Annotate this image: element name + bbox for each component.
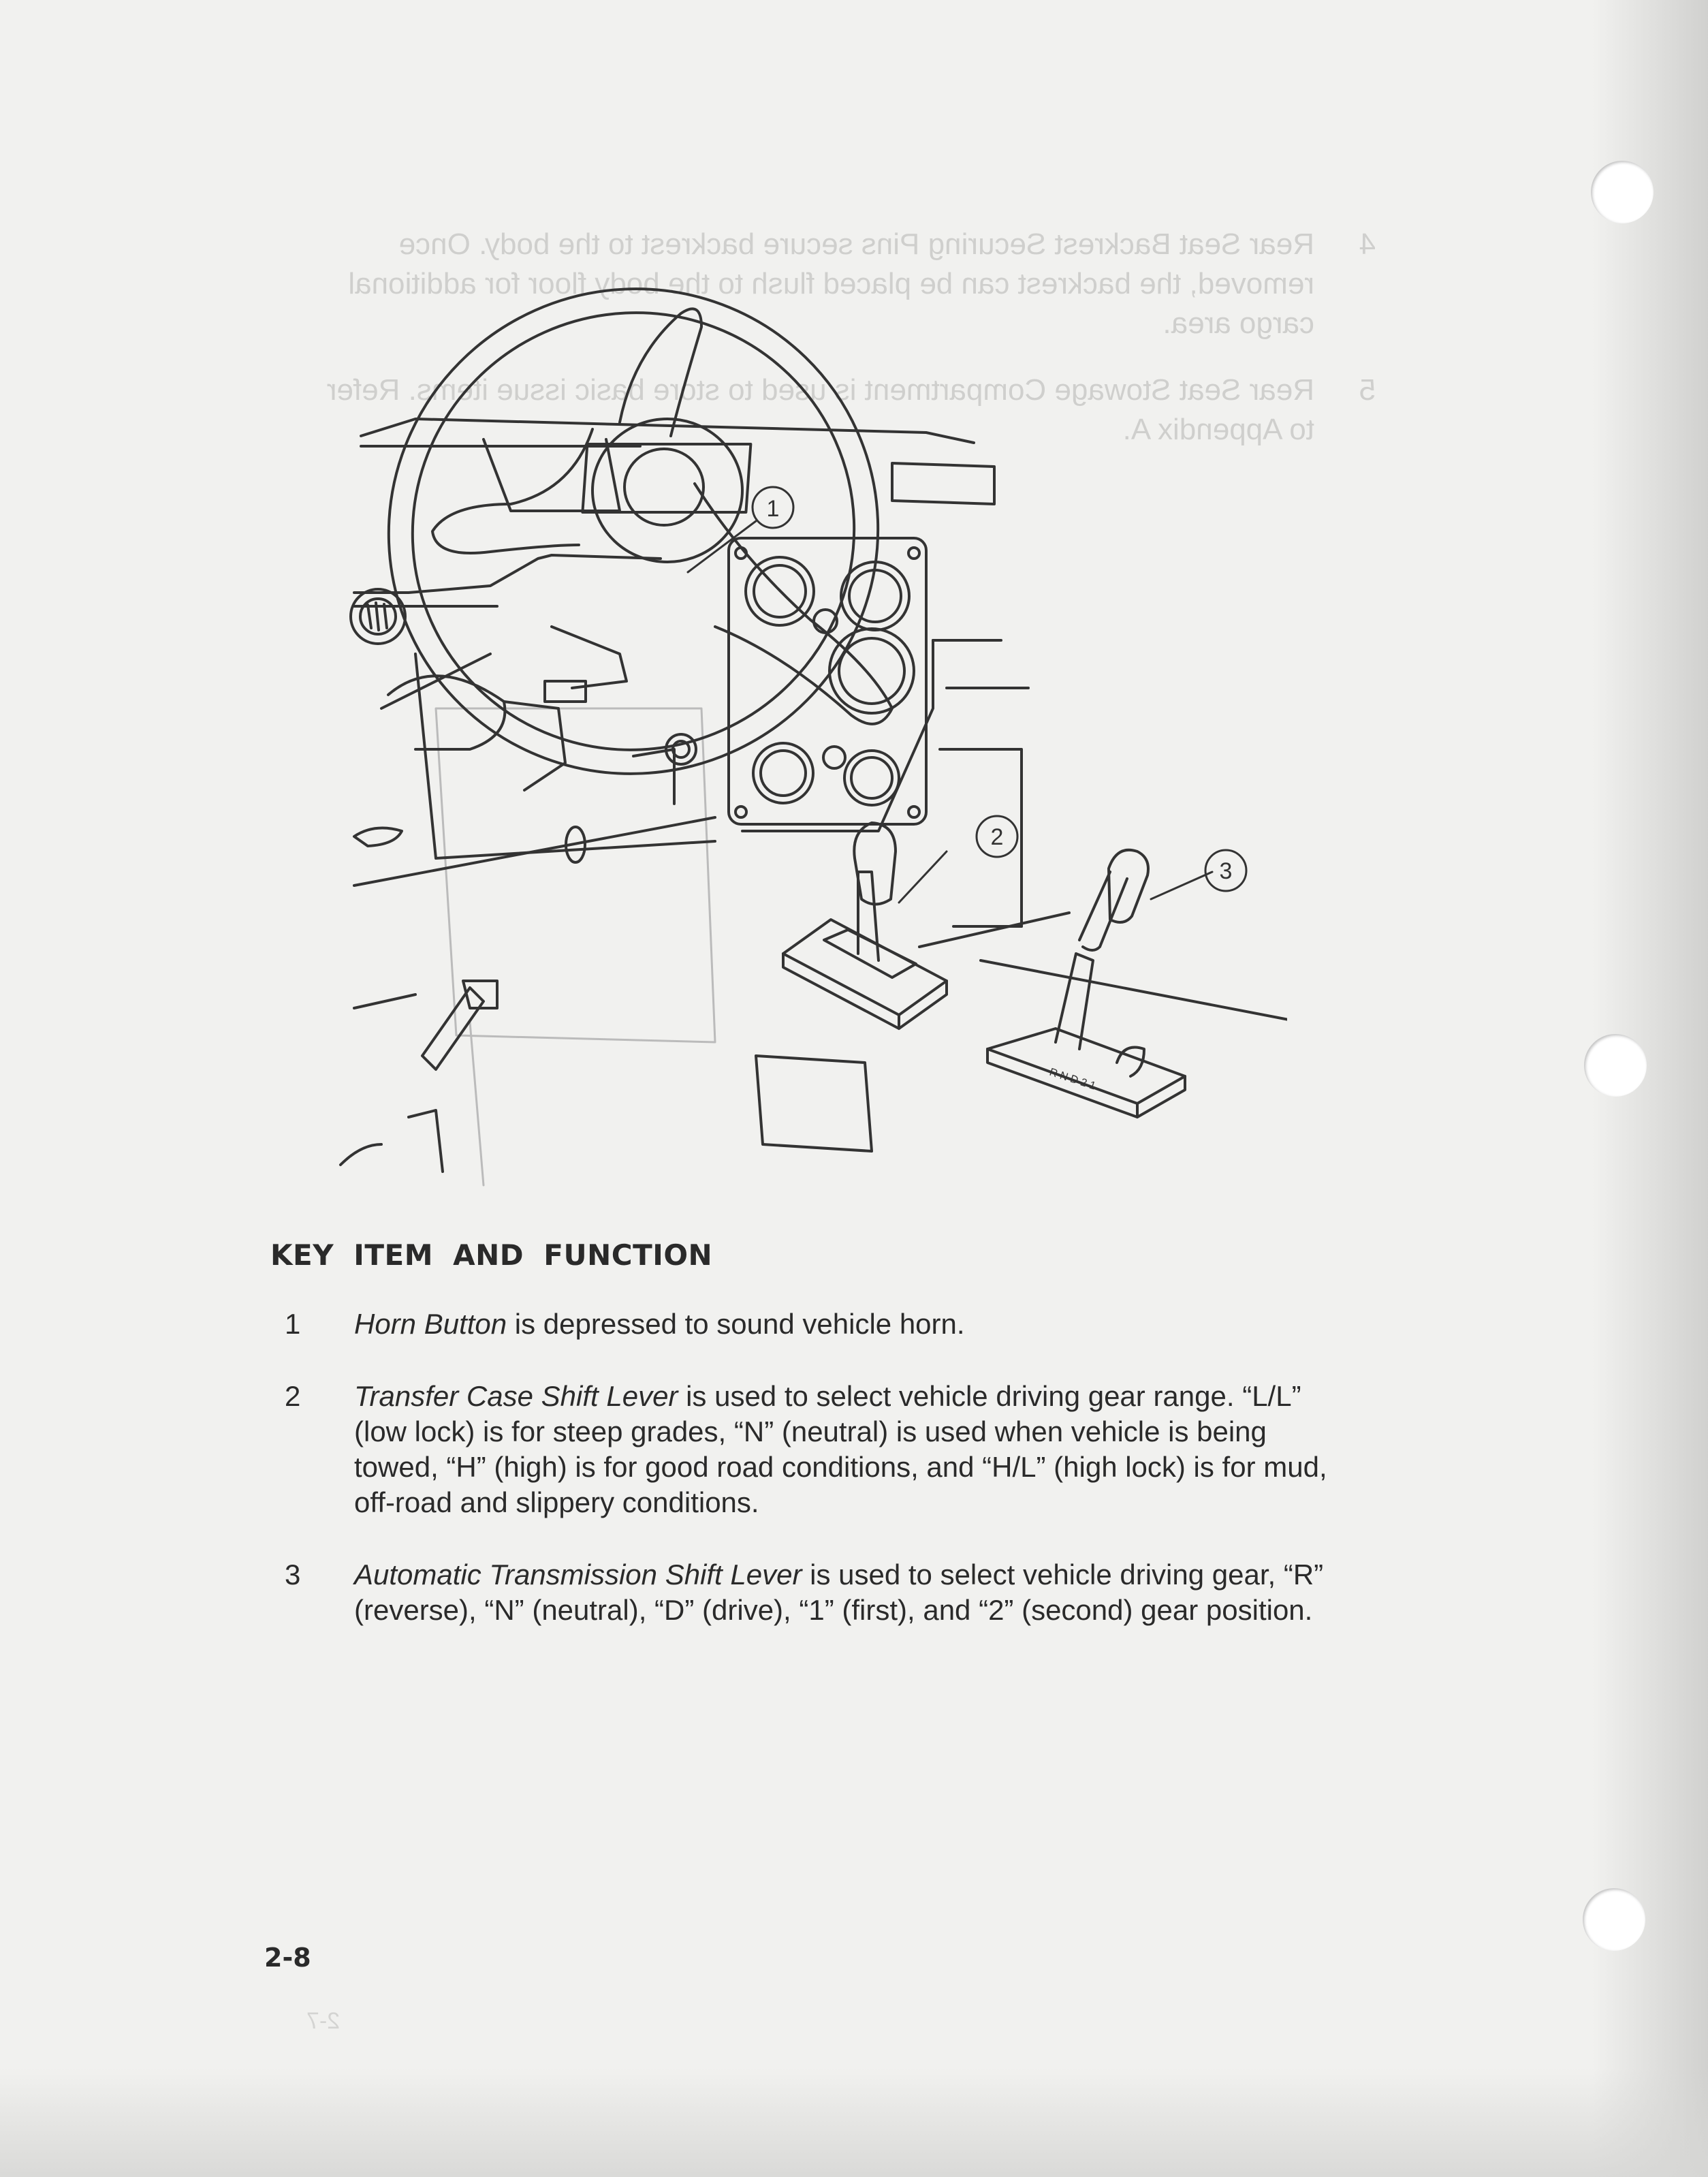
key-item-term: Transfer Case Shift Lever: [354, 1380, 678, 1412]
key-item-description: [354, 1557, 1348, 1628]
key-item-number: 3: [285, 1559, 301, 1591]
dashboard: [354, 419, 1287, 1076]
dashboard-illustration: [334, 272, 1287, 1199]
key-item-term: Automatic Transmission Shift Lever: [354, 1559, 802, 1591]
key-heading: KEY ITEM AND FUNCTION: [270, 1238, 713, 1272]
key-item-text: is depressed to sound vehicle horn.: [507, 1308, 965, 1340]
gauge: [753, 743, 813, 803]
bleed-through-item: 5 Rear Seat Stowage Compartment is used to store basic issue items. Refer to Appendix A.: [326, 373, 1376, 446]
callout-number: 3: [1219, 858, 1233, 884]
key-item: [272, 1379, 1362, 1520]
key-item: [272, 1557, 1362, 1628]
punch-hole-middle: [1584, 1034, 1647, 1097]
callout-3: [1205, 850, 1246, 891]
callout-number: 2: [990, 824, 1004, 850]
seat-outline: [436, 708, 1069, 1199]
callout-2: [977, 816, 1017, 857]
key-item: [272, 1306, 1362, 1342]
callout-number: 1: [766, 496, 780, 522]
instrument-cluster: [729, 538, 926, 824]
shifter-markings: R N D 2 1: [1047, 1066, 1097, 1093]
ignition-switch: [354, 734, 696, 862]
dash-vent: [892, 463, 994, 504]
page-bottom-shadow: [0, 2068, 1708, 2177]
transfer-case-lever: [783, 823, 947, 1029]
page-number: 2-8: [264, 1943, 311, 1973]
horn-button: [624, 449, 703, 525]
key-item-text: is used to select vehicle driving gear, “R” (reverse), “N” (neutral), “D” (drive), “1” (first), and “2” (second) gear position.: [354, 1559, 1324, 1626]
floor-pedal: [341, 981, 872, 1172]
key-list: [272, 1306, 1362, 1665]
key-item-number: 2: [285, 1380, 301, 1412]
key-item-text: is used to select vehicle driving gear range. “L/L” (low lock) is for steep grades, “N” (neutral) is used when vehicle is being towed, “H” (high) is for good road conditions, and “H/L” (high lock) is for mud, off-road and slippery conditions.: [354, 1380, 1327, 1518]
bleed-through-item: 4 Rear Seat Backrest Securing Pins secure backrest to the body. Once removed, the backrest can be placed flush to the body floor for additional cargo area.: [348, 228, 1376, 340]
key-item-description: [354, 1379, 1348, 1520]
callout-1: [753, 487, 793, 528]
key-item-number: 1: [285, 1308, 301, 1340]
key-item-term: Horn Button: [354, 1308, 507, 1340]
gauge: [829, 629, 914, 713]
punch-hole-top: [1591, 161, 1654, 223]
bleed-through-page-number: 2-7: [306, 2008, 341, 2034]
floor-plate: [756, 1056, 872, 1151]
key-item-description: [354, 1306, 1348, 1342]
punch-hole-bottom: [1583, 1888, 1645, 1951]
